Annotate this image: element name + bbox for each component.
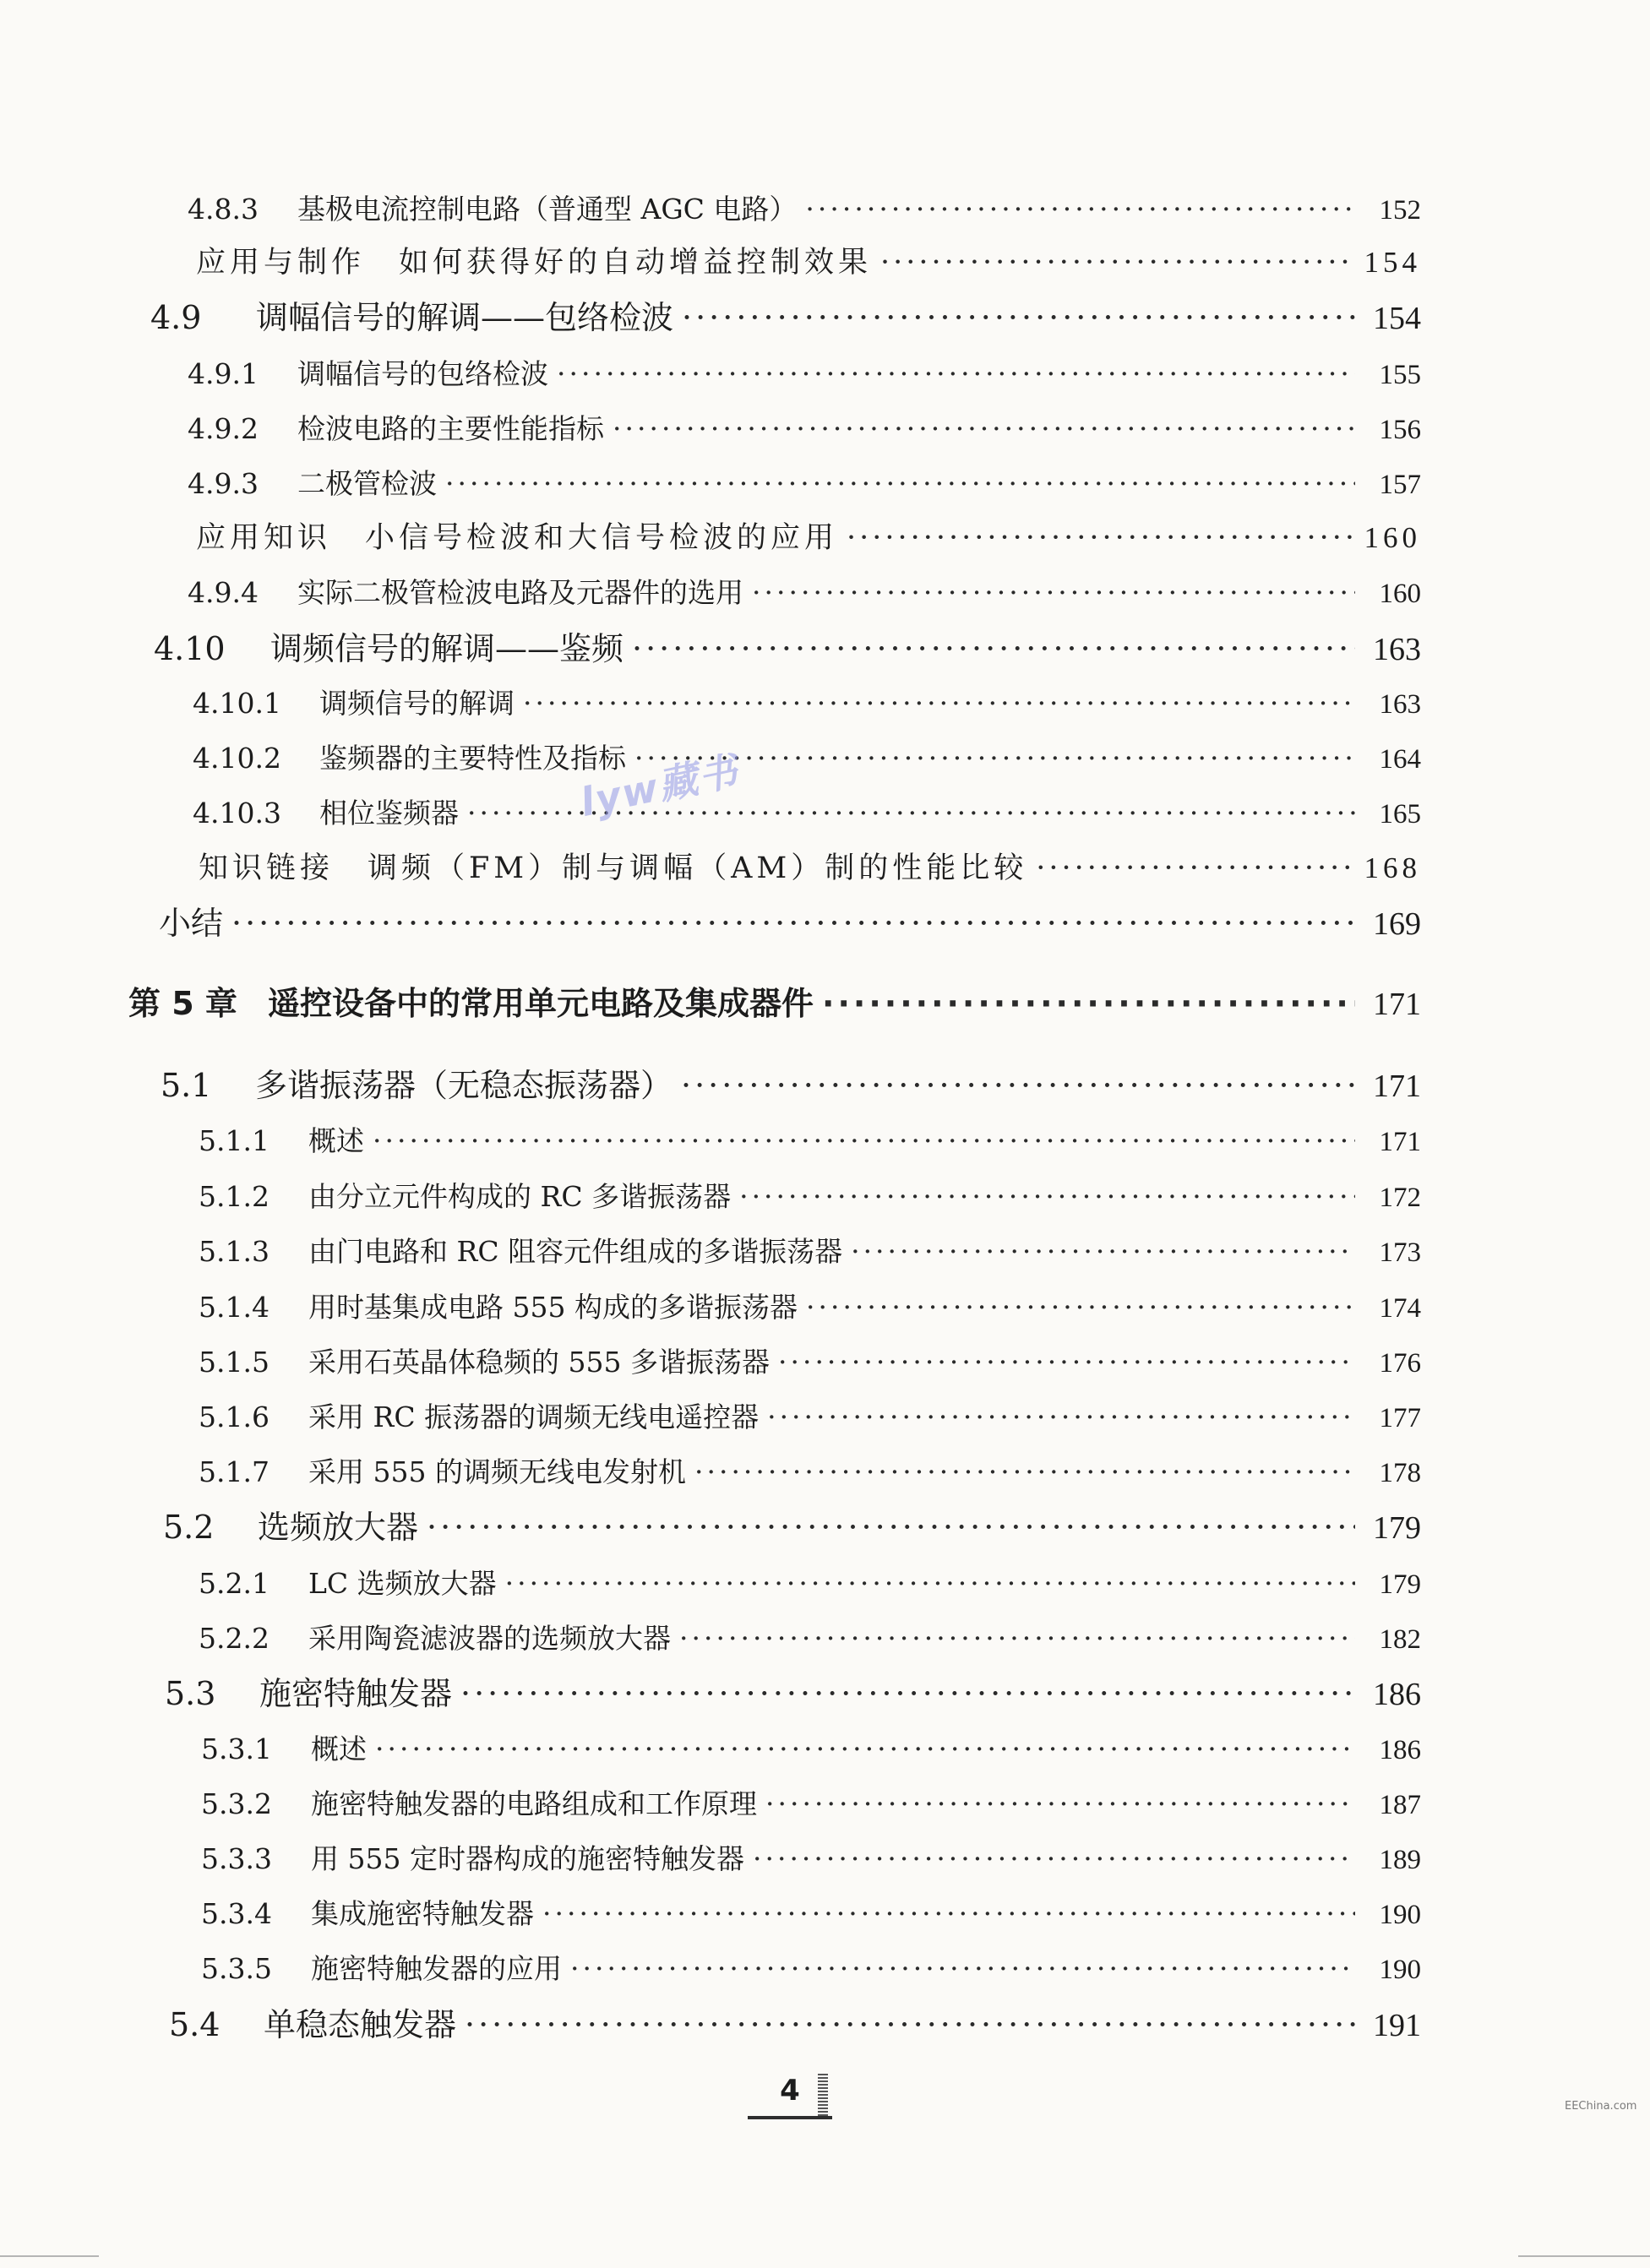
- toc-entry-number: 4.10: [154, 630, 226, 667]
- toc-entry-number: 4.9.4: [188, 576, 259, 609]
- toc-entry-4-9: [150, 296, 1421, 339]
- toc-leader-dots: [753, 1838, 1355, 1880]
- toc-entry-page: 186: [1373, 1677, 1421, 1712]
- toc-leader-dots: [778, 1341, 1355, 1384]
- toc-entry-5-1-1: [199, 1120, 1421, 1162]
- toc-entry-page: 178: [1379, 1458, 1421, 1488]
- toc-entry-page: 157: [1379, 470, 1421, 500]
- toc-entry-4-9-4: [188, 572, 1421, 614]
- toc-entry-note: [196, 242, 1421, 284]
- toc-leader-dots: [632, 628, 1355, 670]
- toc-entry-page: 189: [1379, 1845, 1421, 1875]
- toc-leader-dots: [373, 1120, 1355, 1162]
- toc-entry-page: 179: [1379, 1569, 1421, 1600]
- toc-entry-5-1-5: [199, 1341, 1421, 1384]
- toc-entry-number: 5.4: [169, 2006, 221, 2043]
- toc-entry-title: 调幅信号的包络检波: [297, 357, 548, 390]
- toc-leader-dots: [445, 463, 1355, 505]
- toc-entry-5-2: [163, 1506, 1421, 1548]
- scan-edge: [0, 2255, 1650, 2257]
- toc-entry-page: 163: [1379, 689, 1421, 720]
- toc-entry-4-10: [154, 628, 1421, 670]
- toc-entry-page: 163: [1373, 632, 1421, 667]
- toc-entry-number: 5.2.1: [199, 1567, 270, 1600]
- toc-entry-5-4: [169, 2004, 1421, 2046]
- toc-entry-title: 二极管检波: [297, 467, 437, 500]
- page-number-rule: [748, 2116, 832, 2119]
- toc-entry-chapter-5: [128, 982, 1421, 1025]
- toc-entry-summary: [159, 902, 1421, 944]
- toc-entry-title: 施密特触发器的应用: [311, 1952, 562, 1985]
- toc-entry-number: 第 5 章: [128, 985, 237, 1022]
- toc-entry-title: 调幅信号的解调——包络检波: [256, 299, 674, 336]
- toc-leader-dots: [682, 296, 1355, 339]
- toc-entry-number: 4.10.1: [193, 687, 281, 720]
- toc-leader-dots: [375, 1728, 1355, 1770]
- toc-entry-title: 由门电路和 RC 阻容元件组成的多谐振荡器: [308, 1235, 843, 1268]
- toc-entry-title: 检波电路的主要性能指标: [297, 412, 604, 445]
- toc-entry-5-1: [161, 1064, 1421, 1107]
- toc-entry-title: 概述: [308, 1124, 364, 1157]
- toc-entry-title: 应用知识 小信号检波和大信号检波的应用: [196, 521, 839, 555]
- toc-entry-number: 5.1.1: [199, 1124, 270, 1157]
- toc-entry-5-2-2: [199, 1618, 1421, 1660]
- toc-leader-dots: [570, 1948, 1355, 1990]
- toc-entry-page: 172: [1379, 1183, 1421, 1213]
- toc-leader-dots: [752, 572, 1355, 614]
- toc-entry-title: 概述: [311, 1732, 367, 1765]
- toc-entry-page: 154: [1373, 301, 1421, 336]
- toc-leader-dots: [805, 188, 1355, 231]
- toc-entry-title: LC 选频放大器: [308, 1567, 497, 1600]
- toc-entry-note: [196, 517, 1421, 559]
- toc-leader-dots: [822, 982, 1355, 1025]
- toc-leader-dots: [557, 353, 1355, 395]
- toc-entry-page: 187: [1379, 1790, 1421, 1820]
- toc-leader-dots: [523, 683, 1355, 725]
- toc-entry-page: 169: [1373, 906, 1421, 942]
- toc-entry-5-1-3: [199, 1231, 1421, 1273]
- toc-entry-4-10-1: [193, 683, 1421, 725]
- toc-entry-4-10-2: [193, 737, 1421, 780]
- toc-entry-number: 5.3.4: [201, 1897, 272, 1930]
- toc-entry-5-1-7: [199, 1451, 1421, 1493]
- toc-entry-page: 154: [1364, 246, 1421, 279]
- toc-entry-number: 5.1.4: [199, 1291, 270, 1324]
- toc-entry-4-10-3: [193, 792, 1421, 835]
- toc-entry-number: 5.2.2: [199, 1622, 270, 1655]
- page-number: 4: [780, 2074, 800, 2108]
- toc-entry-page: 174: [1379, 1293, 1421, 1324]
- toc-entry-number: 4.10.3: [193, 797, 281, 829]
- toc-entry-title: 集成施密特触发器: [311, 1897, 534, 1930]
- toc-leader-dots: [542, 1893, 1355, 1935]
- toc-entry-number: 4.9.3: [188, 467, 259, 500]
- toc-leader-dots: [765, 1783, 1355, 1825]
- toc-entry-5-3-3: [201, 1838, 1421, 1880]
- toc-entry-page: 152: [1379, 195, 1421, 226]
- toc-entry-5-2-1: [199, 1563, 1421, 1605]
- toc-entry-page: 156: [1379, 415, 1421, 445]
- toc-entry-title: 应用与制作 如何获得好的自动增益控制效果: [196, 246, 873, 280]
- toc-entry-title: 施密特触发器的电路组成和工作原理: [311, 1787, 757, 1820]
- toc-entry-number: 5.1.6: [199, 1401, 270, 1433]
- toc-entry-title: 用 555 定时器构成的施密特触发器: [311, 1842, 744, 1875]
- toc-entry-page: 182: [1379, 1624, 1421, 1655]
- toc-entry-4-9-3: [188, 463, 1421, 505]
- toc-entry-number: 4.10.2: [193, 742, 281, 775]
- toc-entry-number: 5.1.2: [199, 1180, 270, 1213]
- toc-entry-page: 171: [1373, 1069, 1421, 1104]
- toc-entry-page: 179: [1373, 1510, 1421, 1546]
- toc-entry-title: 调频信号的解调——鉴频: [270, 630, 624, 667]
- toc-entry-page: 160: [1364, 521, 1421, 554]
- toc-entry-5-3: [165, 1672, 1421, 1715]
- toc-entry-title: 由分立元件构成的 RC 多谐振荡器: [308, 1180, 732, 1213]
- toc-entry-page: 191: [1373, 2008, 1421, 2043]
- toc-entry-5-3-1: [201, 1728, 1421, 1770]
- toc-entry-page: 171: [1379, 1127, 1421, 1157]
- toc-entry-page: 177: [1379, 1403, 1421, 1433]
- toc-entry-title: 小结: [159, 905, 224, 942]
- toc-leader-dots: [1036, 847, 1355, 889]
- toc-entry-title: 相位鉴频器: [319, 797, 459, 829]
- toc-entry-note: [199, 847, 1421, 889]
- library-stamp: lyw藏书: [576, 747, 743, 826]
- toc-entry-page: 164: [1379, 744, 1421, 775]
- toc-leader-dots: [465, 2004, 1355, 2046]
- toc-leader-dots: [847, 517, 1355, 559]
- toc-leader-dots: [231, 902, 1355, 944]
- toc-leader-dots: [880, 242, 1355, 284]
- toc-entry-4-8-3: [188, 188, 1421, 231]
- toc-entry-number: 5.3.2: [201, 1787, 272, 1820]
- toc-entry-5-3-5: [201, 1948, 1421, 1990]
- toc-entry-number: 5.1: [161, 1067, 212, 1104]
- toc-entry-page: 168: [1364, 851, 1421, 884]
- toc-leader-dots: [739, 1176, 1355, 1218]
- toc-entry-page: 190: [1379, 1900, 1421, 1930]
- toc-entry-4-9-1: [188, 353, 1421, 395]
- toc-entry-title: 选频放大器: [258, 1509, 419, 1546]
- toc-leader-dots: [679, 1618, 1355, 1660]
- toc-entry-page: 171: [1373, 987, 1421, 1022]
- toc-entry-title: 采用 555 的调频无线电发射机: [308, 1455, 686, 1488]
- toc-entry-page: 190: [1379, 1955, 1421, 1985]
- toc-entry-title: 实际二极管检波电路及元器件的选用: [297, 576, 743, 609]
- toc-entry-4-9-2: [188, 408, 1421, 450]
- toc-entry-number: 5.3.1: [201, 1732, 272, 1765]
- toc-entry-number: 4.8.3: [188, 193, 259, 226]
- toc-leader-dots: [505, 1563, 1355, 1605]
- toc-leader-dots: [681, 1064, 1355, 1107]
- toc-entry-page: 165: [1379, 799, 1421, 829]
- toc-entry-title: 用时基集成电路 555 构成的多谐振荡器: [308, 1291, 798, 1324]
- toc-entry-title: 调频信号的解调: [319, 687, 515, 720]
- toc-entry-number: 5.2: [163, 1509, 215, 1546]
- toc-leader-dots: [806, 1286, 1355, 1329]
- toc-entry-number: 5.3.3: [201, 1842, 272, 1875]
- toc-entry-number: 5.1.3: [199, 1235, 270, 1268]
- toc-entry-title: 遥控设备中的常用单元电路及集成器件: [268, 985, 814, 1022]
- toc-entry-number: 5.3: [165, 1675, 216, 1712]
- toc-entry-title: 知识链接 调频（FM）制与调幅（AM）制的性能比较: [199, 851, 1028, 885]
- toc-leader-dots: [694, 1451, 1355, 1493]
- toc-entry-title: 采用石英晶体稳频的 555 多谐振荡器: [308, 1346, 770, 1379]
- toc-entry-5-3-4: [201, 1893, 1421, 1935]
- toc-entry-number: 5.1.5: [199, 1346, 270, 1379]
- toc-entry-5-1-6: [199, 1396, 1421, 1439]
- toc-entry-page: 155: [1379, 360, 1421, 390]
- toc-entry-page: 176: [1379, 1348, 1421, 1379]
- toc-entry-title: 单稳态触发器: [264, 2006, 457, 2043]
- toc-entry-title: 施密特触发器: [259, 1675, 453, 1712]
- toc-entry-number: 5.1.7: [199, 1455, 270, 1488]
- toc-entry-title: 多谐振荡器（无稳态振荡器）: [255, 1067, 673, 1104]
- toc-entry-title: 采用 RC 振荡器的调频无线电遥控器: [308, 1401, 760, 1433]
- toc-entry-page: 173: [1379, 1237, 1421, 1268]
- toc-entry-number: 4.9.1: [188, 357, 259, 390]
- site-watermark: EEChina.com: [1565, 2100, 1637, 2113]
- toc-leader-dots: [427, 1506, 1355, 1548]
- toc-entry-title: 采用陶瓷滤波器的选频放大器: [308, 1622, 671, 1655]
- toc-entry-5-1-2: [199, 1176, 1421, 1218]
- toc-leader-dots: [851, 1231, 1355, 1273]
- toc-entry-title: 基极电流控制电路（普通型 AGC 电路）: [297, 193, 798, 226]
- toc-leader-dots: [613, 408, 1355, 450]
- toc-leader-dots: [460, 1672, 1355, 1715]
- toc-entry-page: 160: [1379, 579, 1421, 609]
- toc-entry-number: 5.3.5: [201, 1952, 272, 1985]
- toc-entry-title: 鉴频器的主要特性及指标: [319, 742, 626, 775]
- toc-leader-dots: [767, 1396, 1355, 1439]
- toc-entry-number: 4.9.2: [188, 412, 259, 445]
- toc-entry-5-1-4: [199, 1286, 1421, 1329]
- toc-leader-dots: [634, 737, 1355, 780]
- toc-entry-number: 4.9: [150, 299, 202, 336]
- toc-entry-5-3-2: [201, 1783, 1421, 1825]
- toc-entry-page: 186: [1379, 1735, 1421, 1765]
